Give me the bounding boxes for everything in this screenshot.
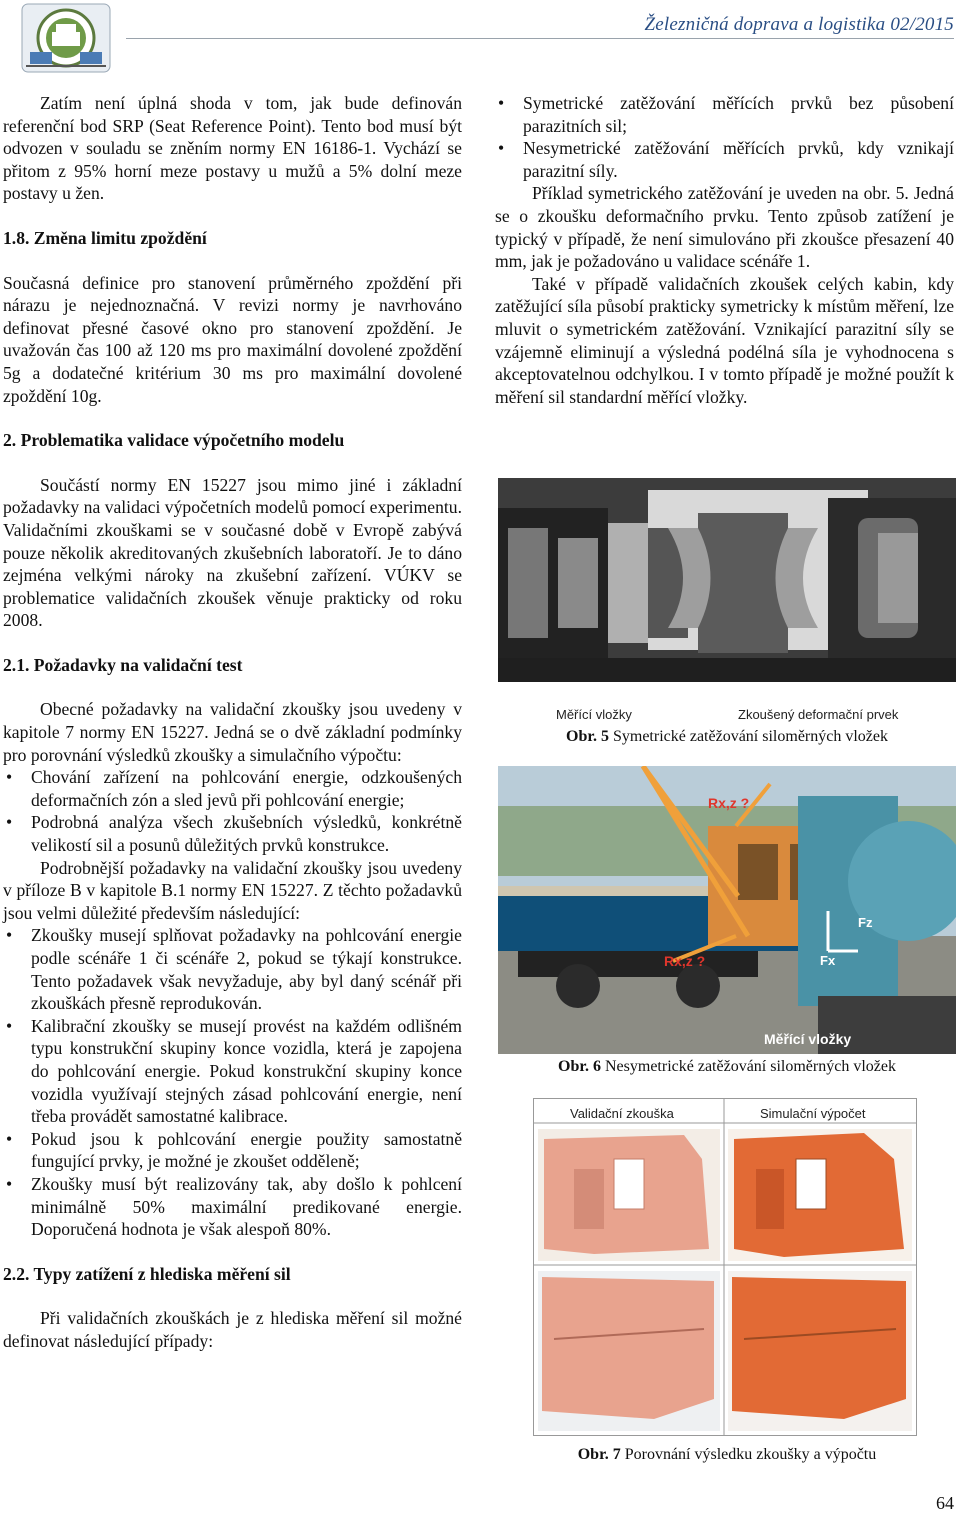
paragraph-cabin-validation: Také v případě validačních zkoušek celých kabin, kdy zatěžující síla působí prakticky symetricky k místům měření, lze mluvit o symetrickém zatěžování. Vznikající parazitní síly se vzájemně eliminují a výsledná podélná síla je vyhodnocena s akceptovatelnou odchylkou. I v tomto případě je možné použít k měření sil standardní měřící vložky. [495, 273, 954, 407]
figure-5-photo [498, 478, 956, 682]
fig6-label-fz: Fz [858, 915, 873, 930]
paragraph-load-cases: Při validačních zkouškách je z hlediska měření sil možné definovat následující případy: [3, 1308, 462, 1351]
fig6-label-rxz-bottom: Rx,z ? [664, 953, 706, 969]
deformation-test-image [498, 478, 956, 682]
fig6-label-fx: Fx [820, 953, 836, 968]
figure-5-number: Obr. 5 [566, 728, 609, 745]
figure-6-number: Obr. 6 [558, 1058, 601, 1075]
page-header [0, 0, 960, 80]
figure-7-caption [498, 1444, 956, 1467]
heading-2: 2. Problematika validace výpočetního modelu [3, 430, 345, 451]
list-item: • Chování zařízení na pohlcování energie, odzkoušených deformačních zón a sled jevů při pohlcování energie; [3, 766, 462, 811]
figure-5-caption [498, 726, 956, 749]
heading-2-2: 2.2. Typy zatížení z hlediska měření sil [3, 1263, 291, 1284]
figure-6-caption-text: Nesymetrické zatěžování siloměrných vložek [604, 1058, 896, 1075]
fig7-label-validation: Validační zkouška [570, 1106, 674, 1121]
figure-6-photo [498, 766, 956, 1054]
list-item: • Zkoušky musejí splňovat požadavky na pohlcování energie podle scénáře 1 či scénáře 2, pokud se týkají konstrukce. Tento požadavek však nevyžaduje, aby byl daný scénář při zkouškách přesně reprodukován. [3, 924, 462, 1014]
figure-6-caption [498, 1056, 956, 1079]
paragraph-general-requirements: Obecné požadavky na validační zkoušky jsou uvedeny v kapitole 7 normy EN 15227. Jedná se o dvě základní podmínky pro porovnání výsledků zkoušky a simulačního výpočtu: [3, 699, 462, 765]
paragraph-validation-intro: Součástí normy EN 15227 jsou mimo jiné i základní požadavky na validaci výpočetních modelů pomocí experimentu. Validačními zkouškami se v současné době v Evropě zabývá pouze několik akreditovaných zkušebních laboratoří. Je to dáno zejména velkými nároky na zkušební zařízení. VÚKV se problematice validačních zkoušek věnuje prakticky od roku 2008. [3, 474, 462, 631]
figure-5-caption-text: Symetrické zatěžování siloměrných vložek [612, 728, 888, 745]
list-item: • Nesymetrické zatěžování měřících prvků, kdy vznikají parazitní síly. [495, 137, 954, 182]
journal-title: Železničná doprava a logistika 02/2015 [644, 14, 954, 35]
journal-logo-icon [16, 2, 116, 74]
figure-7-caption-text: Porovnání výsledku zkoušky a výpočtu [624, 1446, 877, 1463]
header-rule [126, 38, 954, 39]
page-number: 64 [936, 1493, 954, 1513]
load-types-list [495, 92, 954, 182]
list-item: • Zkoušky musí být realizovány tak, aby došlo k pohlcení minimálně 50% maximální predikované energie. Doporučená hodnota je však alespoň 80%. [3, 1173, 462, 1241]
figure-7-number: Obr. 7 [577, 1446, 621, 1463]
list-item: • Pokud jsou k pohlcování energie použity samostatně fungující prvky, je možné je zkoušet odděleně; [3, 1128, 462, 1173]
figure-7-comparison [533, 1098, 917, 1436]
fig6-label-measuring-inserts: Měřící vložky [764, 1031, 852, 1047]
fig5-label-measuring-inserts: Měřící vložky [556, 707, 632, 722]
fig5-label-tested-element: Zkoušený deformační prvek [738, 707, 899, 722]
list-item: • Kalibrační zkoušky se musejí provést na každém odlišném typu konstrukční skupiny konce vozidla, která je zapojena do pohlcování energie. Pokud konstrukční skupiny konce vozidla využívají stejných zásad pohlcování energie, není třeba provádět samostatné kalibrace. [3, 1015, 462, 1128]
validation-vs-simulation-image [534, 1099, 916, 1435]
paragraph-detailed-requirements: Podrobnější požadavky na validační zkoušky jsou uvedeny v příloze B v kapitole B.1 normy EN 15227. Z těchto požadavků jsou velmi důležité především následující: [3, 857, 462, 923]
requirements-list [3, 924, 462, 1240]
conditions-list [3, 766, 462, 856]
paragraph-srp: Zatím není úplná shoda v tom, jak bude definován referenční bod SRP (Seat Reference Point). Tento bod musí být odvozen v souladu se zněním normy EN 16186-1. Vychází se přitom z 95% horní meze postavy u mužů a 5% dolní meze postavy u žen. [3, 93, 462, 204]
fig7-label-simulation: Simulační výpočet [760, 1106, 866, 1121]
list-item: • Symetrické zatěžování měřících prvků bez působení parazitních sil; [495, 92, 954, 137]
heading-2-1: 2.1. Požadavky na validační test [3, 654, 243, 675]
right-column [495, 92, 954, 408]
fig6-label-rxz-top: Rx,z ? [708, 795, 750, 811]
left-column [3, 92, 462, 1353]
heading-1-8: 1.8. Změna limitu zpoždění [3, 227, 207, 248]
paragraph-symmetric-example: Příklad symetrického zatěžování je uveden na obr. 5. Jedná se o zkoušku deformačního prvku. Tento způsob zatížení je typický v případě, že není simulováno při zkoušce přesazení 40 mm, jak je požadováno u validace scénáře 1. [495, 183, 954, 272]
paragraph-delay: Současná definice pro stanovení průměrného zpoždění při nárazu je nejednoznačná. V revizi normy je navrhováno definovat přesné časové okno pro stanovení zpoždění. Je uvažován čas 100 až 120 ms pro maximální dovolené zpoždění 5g a dodatečné kritérium 30 ms pro maximální dovolené zpoždění 10g. [3, 272, 462, 406]
list-item: • Podrobná analýza všech zkušebních výsledků, konkrétně velikostí sil a posunů důležitých prvků konstrukce. [3, 811, 462, 856]
